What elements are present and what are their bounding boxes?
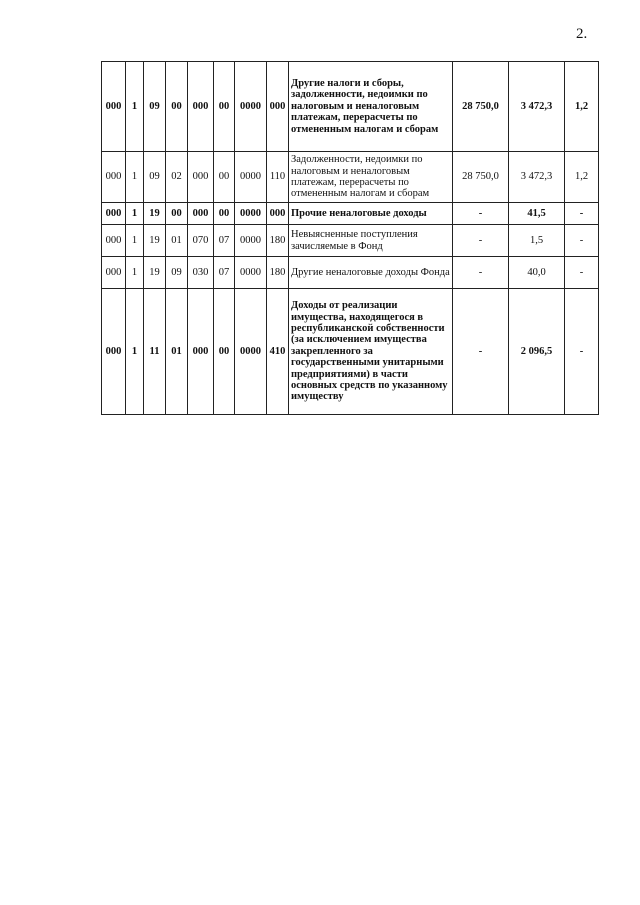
actual-cell: 1,5 (509, 225, 565, 257)
percent-cell: - (565, 289, 599, 415)
plan-cell: 28 750,0 (453, 62, 509, 152)
economic-code-cell: 180 (267, 257, 289, 289)
description-cell: Задолженности, недоимки по налоговым и неналоговым платежам, перерасчеты по отмененным налогам и сборам (289, 152, 453, 203)
group-code-cell: 1 (126, 257, 144, 289)
economic-code-cell: 410 (267, 289, 289, 415)
admin-code-cell: 000 (102, 203, 126, 225)
element-code-cell: 00 (214, 62, 235, 152)
program-code-cell: 0000 (235, 62, 267, 152)
article-code-cell: 01 (166, 289, 188, 415)
economic-code-cell: 000 (267, 203, 289, 225)
actual-cell: 3 472,3 (509, 62, 565, 152)
element-code-cell: 00 (214, 289, 235, 415)
element-code-cell: 07 (214, 257, 235, 289)
admin-code-cell: 000 (102, 152, 126, 203)
group-code-cell: 1 (126, 225, 144, 257)
actual-cell: 40,0 (509, 257, 565, 289)
plan-cell: - (453, 225, 509, 257)
revenue-table (101, 61, 599, 415)
subarticle-code-cell: 000 (188, 152, 214, 203)
article-code-cell: 00 (166, 62, 188, 152)
admin-code-cell: 000 (102, 257, 126, 289)
percent-cell: 1,2 (565, 62, 599, 152)
program-code-cell: 0000 (235, 152, 267, 203)
group-code-cell: 1 (126, 289, 144, 415)
description-cell: Другие неналоговые доходы Фонда (289, 257, 453, 289)
description-cell: Доходы от реализации имущества, находящегося в республиканской собственности (за исключением имущества закрепленного за государственными унитарными предприятиями) в части основных средств по указанному имуществу (289, 289, 453, 415)
element-code-cell: 07 (214, 225, 235, 257)
table-row (102, 62, 599, 152)
percent-cell: - (565, 225, 599, 257)
group-code-cell: 1 (126, 203, 144, 225)
table-row (102, 257, 599, 289)
table-row (102, 225, 599, 257)
description-cell: Невыясненные поступления зачисляемые в Фонд (289, 225, 453, 257)
group-code-cell: 1 (126, 152, 144, 203)
program-code-cell: 0000 (235, 203, 267, 225)
article-code-cell: 09 (166, 257, 188, 289)
program-code-cell: 0000 (235, 289, 267, 415)
table-row (102, 289, 599, 415)
plan-cell: - (453, 203, 509, 225)
program-code-cell: 0000 (235, 257, 267, 289)
article-code-cell: 02 (166, 152, 188, 203)
subgroup-code-cell: 11 (144, 289, 166, 415)
subgroup-code-cell: 19 (144, 225, 166, 257)
actual-cell: 2 096,5 (509, 289, 565, 415)
subgroup-code-cell: 19 (144, 257, 166, 289)
subgroup-code-cell: 09 (144, 62, 166, 152)
subarticle-code-cell: 000 (188, 62, 214, 152)
subarticle-code-cell: 030 (188, 257, 214, 289)
percent-cell: 1,2 (565, 152, 599, 203)
economic-code-cell: 110 (267, 152, 289, 203)
plan-cell: - (453, 257, 509, 289)
percent-cell: - (565, 203, 599, 225)
group-code-cell: 1 (126, 62, 144, 152)
economic-code-cell: 180 (267, 225, 289, 257)
article-code-cell: 01 (166, 225, 188, 257)
table-row (102, 203, 599, 225)
description-cell: Другие налоги и сборы, задолженности, недоимки по налоговым и неналоговым платежам, перерасчеты по отмененным налогам и сборам (289, 62, 453, 152)
article-code-cell: 00 (166, 203, 188, 225)
plan-cell: - (453, 289, 509, 415)
subgroup-code-cell: 19 (144, 203, 166, 225)
subgroup-code-cell: 09 (144, 152, 166, 203)
admin-code-cell: 000 (102, 62, 126, 152)
element-code-cell: 00 (214, 152, 235, 203)
subarticle-code-cell: 000 (188, 289, 214, 415)
element-code-cell: 00 (214, 203, 235, 225)
actual-cell: 3 472,3 (509, 152, 565, 203)
economic-code-cell: 000 (267, 62, 289, 152)
percent-cell: - (565, 257, 599, 289)
admin-code-cell: 000 (102, 225, 126, 257)
subarticle-code-cell: 070 (188, 225, 214, 257)
actual-cell: 41,5 (509, 203, 565, 225)
program-code-cell: 0000 (235, 225, 267, 257)
description-cell: Прочие неналоговые доходы (289, 203, 453, 225)
page-number: 2. (576, 26, 588, 42)
subarticle-code-cell: 000 (188, 203, 214, 225)
admin-code-cell: 000 (102, 289, 126, 415)
table-row (102, 152, 599, 203)
plan-cell: 28 750,0 (453, 152, 509, 203)
